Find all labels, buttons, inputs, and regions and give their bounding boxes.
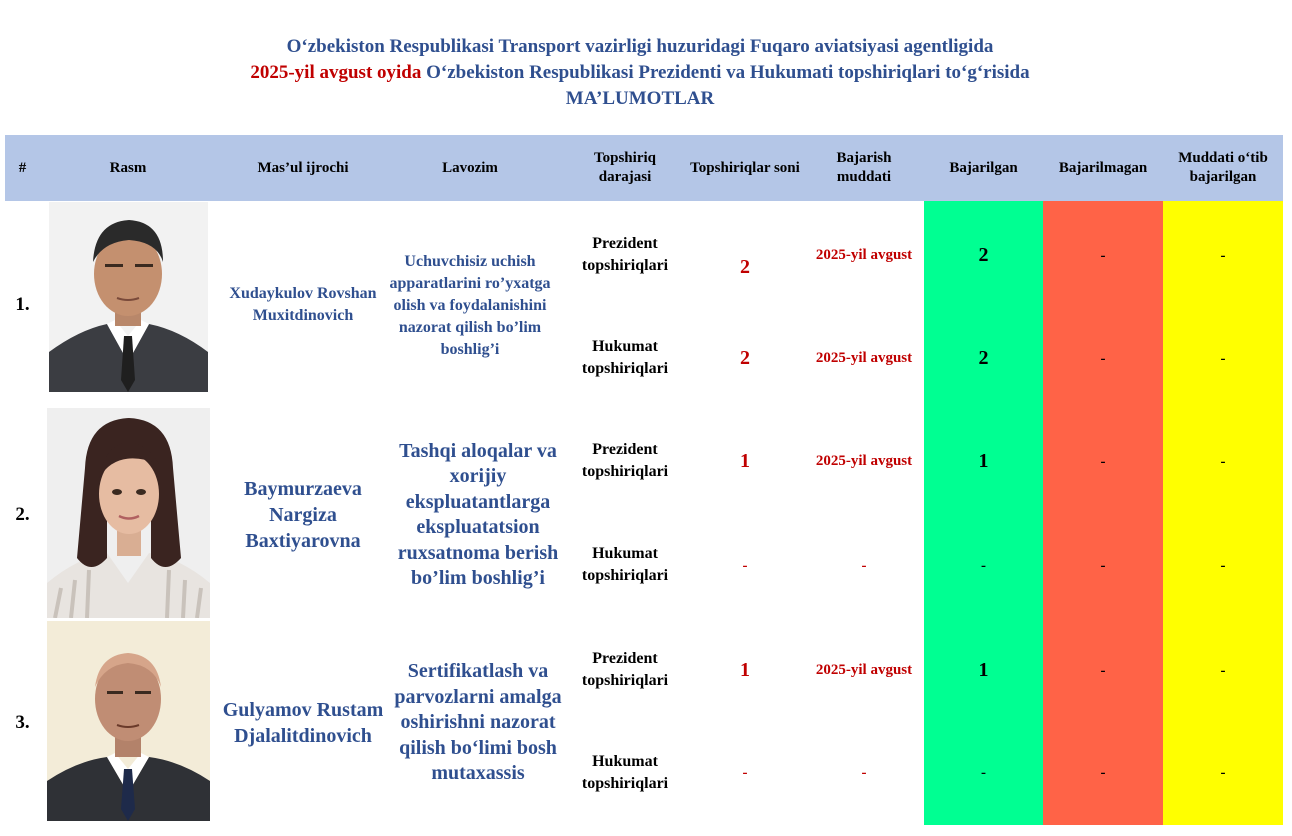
- task-not-done: -: [1100, 453, 1106, 470]
- task-level: Hukumat topshiriqlari: [581, 338, 669, 377]
- task-done: -: [981, 764, 986, 781]
- task-count: 2: [740, 255, 750, 278]
- title-line-3: MA’LUMOTLAR: [565, 88, 715, 109]
- task-count: 2: [740, 346, 750, 369]
- task-level: Hukumat topshiriqlari: [581, 753, 669, 792]
- task-level: Prezident topshiriqlari: [581, 235, 669, 274]
- task-not-done: -: [1100, 247, 1106, 264]
- employee-photo: [47, 408, 210, 618]
- row-number: 1.: [15, 294, 30, 315]
- task-overdue: -: [1220, 764, 1226, 781]
- task-not-done: -: [1100, 557, 1106, 574]
- task-overdue: -: [1220, 557, 1226, 574]
- task-done: 2: [978, 346, 989, 369]
- executor-position: Uchuvchisiz uchish apparatlarini ro’yxatga olish va foydalanishini nazorat qilish bo’lim boshlig’i: [389, 253, 551, 358]
- executor-name: Xudaykulov Rovshan Muxitdinovich: [229, 285, 377, 324]
- task-count: -: [742, 764, 748, 781]
- employee-photo: [47, 621, 210, 821]
- overdue-column-bg: [1163, 201, 1283, 825]
- task-overdue: -: [1220, 453, 1226, 470]
- task-deadline: -: [861, 764, 867, 781]
- title-line-2: [0, 60, 1280, 86]
- task-not-done: -: [1100, 764, 1106, 781]
- task-overdue: -: [1220, 662, 1226, 679]
- header-done: Bajarilgan: [949, 159, 1018, 176]
- task-count: 1: [740, 658, 750, 681]
- task-done: 2: [978, 243, 989, 266]
- task-not-done: -: [1100, 662, 1106, 679]
- task-done: 1: [978, 658, 989, 681]
- task-deadline: 2025-yil avgust: [815, 350, 913, 366]
- task-deadline: 2025-yil avgust: [815, 247, 913, 263]
- task-count: -: [742, 557, 748, 574]
- executor-name: Gulyamov Rustam Djalalitdinovich: [222, 699, 384, 747]
- executor-position: Sertifikatlash va parvozlarni amalga oshirishni nazorat qilish boʻlimi bosh mutaxassis: [394, 660, 562, 785]
- title-period: 2025-yil avgust oyida: [250, 62, 422, 83]
- title-line-2-rest: Oʻzbekiston Respublikasi Prezidenti va Hukumati topshiriqlari toʻgʻrisida: [421, 62, 1030, 83]
- task-done: 1: [978, 449, 989, 472]
- task-deadline: -: [861, 557, 867, 574]
- task-overdue: -: [1220, 350, 1226, 367]
- not-done-column-bg: [1043, 201, 1163, 825]
- executor-position: Tashqi aloqalar va xorijiy ekspluatantlarga ekspluatatsion ruxsatnoma berish bo’lim boshlig’i: [397, 439, 559, 589]
- executor-name: Baymurzaeva Nargiza Baxtiyarovna: [244, 478, 362, 552]
- task-done: -: [981, 557, 986, 574]
- task-overdue: -: [1220, 247, 1226, 264]
- task-level: Prezident topshiriqlari: [581, 650, 669, 689]
- page-title: [0, 34, 1280, 112]
- row-number: 3.: [15, 712, 30, 733]
- header-count: Topshiriqlar soni: [690, 159, 800, 176]
- title-line-1: Oʻzbekiston Respublikasi Transport vazirligi huzuridagi Fuqaro aviatsiyasi agentligida: [286, 36, 994, 57]
- header-deadline: Bajarish muddati: [836, 150, 892, 185]
- header-position: Lavozim: [442, 159, 498, 176]
- header-overdue: Muddati oʻtib bajarilgan: [1178, 150, 1268, 185]
- task-level: Hukumat topshiriqlari: [581, 545, 669, 584]
- task-deadline: 2025-yil avgust: [815, 662, 913, 678]
- task-not-done: -: [1100, 350, 1106, 367]
- task-deadline: 2025-yil avgust: [815, 453, 913, 469]
- header-level: Topshiriq darajasi: [594, 150, 656, 185]
- task-level: Prezident topshiriqlari: [581, 441, 669, 480]
- header-num: #: [18, 159, 27, 176]
- task-count: 1: [740, 449, 750, 472]
- header-photo: Rasm: [109, 159, 147, 176]
- header-executor: Mas’ul ijrochi: [257, 159, 349, 176]
- row-number: 2.: [15, 504, 30, 525]
- header-not-done: Bajarilmagan: [1058, 159, 1148, 176]
- employee-photo: [49, 202, 208, 392]
- done-column-bg: [924, 201, 1043, 825]
